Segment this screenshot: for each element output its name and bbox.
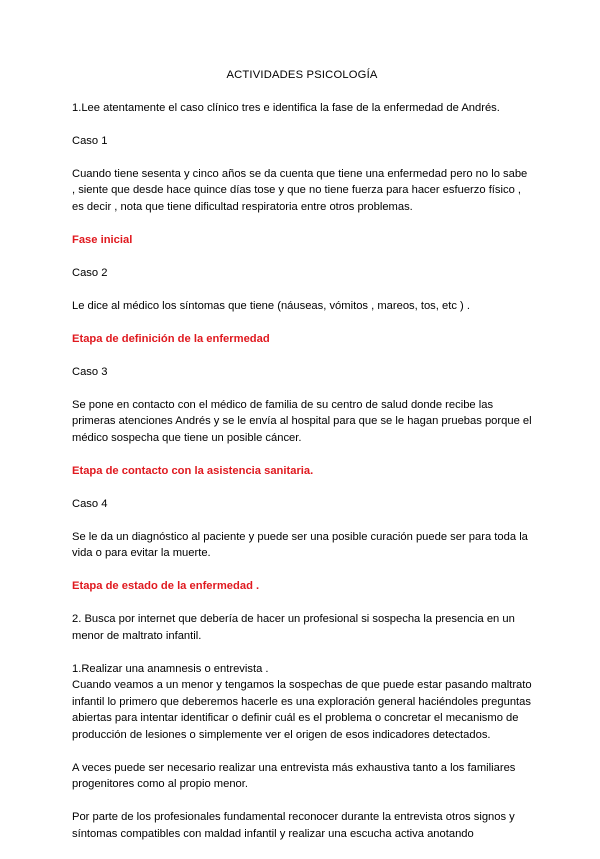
- question-2: 2. Busca por internet que debería de hacer un profesional si sospecha la presencia en un menor de maltrato infantil.: [72, 613, 515, 642]
- case-3-answer: Etapa de contacto con la asistencia sanitaria.: [72, 464, 314, 477]
- case-2-label: Caso 2: [72, 266, 108, 279]
- answer-2-step-title: 1.Realizar una anamnesis o entrevista .: [72, 662, 269, 675]
- case-2-answer: Etapa de definición de la enfermedad: [72, 332, 270, 345]
- case-1-label: Caso 1: [72, 134, 108, 147]
- case-1-text: Cuando tiene sesenta y cinco años se da cuenta que tiene una enfermedad pero no lo sabe , siente que desde hace quince días tose y que no tiene fuerza para hacer esfuerzo físico , es decir , nota que tiene dificultad respiratoria entre otros problemas.: [72, 167, 528, 213]
- answer-2-paragraph-3: Por parte de los profesionales fundamental reconocer durante la entrevista otros signos y síntomas compatibles con maldad infantil y realizar una escucha activa anotando: [72, 811, 515, 840]
- answer-2-paragraph-2: A veces puede ser necesario realizar una entrevista más exhaustiva tanto a los familiares progenitores como al propio menor.: [72, 761, 516, 790]
- case-4-answer: Etapa de estado de la enfermedad .: [72, 580, 260, 592]
- document-content: [72, 67, 532, 859]
- case-4-text: Se le da un diagnóstico al paciente y puede ser una posible curación puede ser para toda la vida o para evitar la muerte.: [72, 530, 528, 559]
- case-3-label: Caso 3: [72, 365, 108, 378]
- case-4-label: Caso 4: [72, 497, 108, 510]
- question-1: 1.Lee atentamente el caso clínico tres e identifica la fase de la enfermedad de Andrés.: [72, 101, 500, 114]
- answer-2-step-text: Cuando veamos a un menor y tengamos la sospechas de que puede estar pasando maltrato infantil lo primero que deberemos hacerle es una exploración general haciéndoles preguntas abiertas para intentar identificar o definir cuál es el problema o concretar el mecanismo de producción de lesiones o simplemente ver el origen de esos indicadores detectados.: [72, 679, 532, 741]
- case-1-answer: Fase inicial: [72, 233, 133, 246]
- case-2-text: Le dice al médico los síntomas que tiene (náuseas, vómitos , mareos, tos, etc ) .: [72, 299, 470, 312]
- case-3-text: Se pone en contacto con el médico de familia de su centro de salud donde recibe las primeras atenciones Andrés y se le envía al hospital para que se le hagan pruebas porque el médico sospecha que tiene un posible cáncer.: [72, 398, 532, 444]
- document-title: ACTIVIDADES PSICOLOGÍA: [226, 69, 378, 81]
